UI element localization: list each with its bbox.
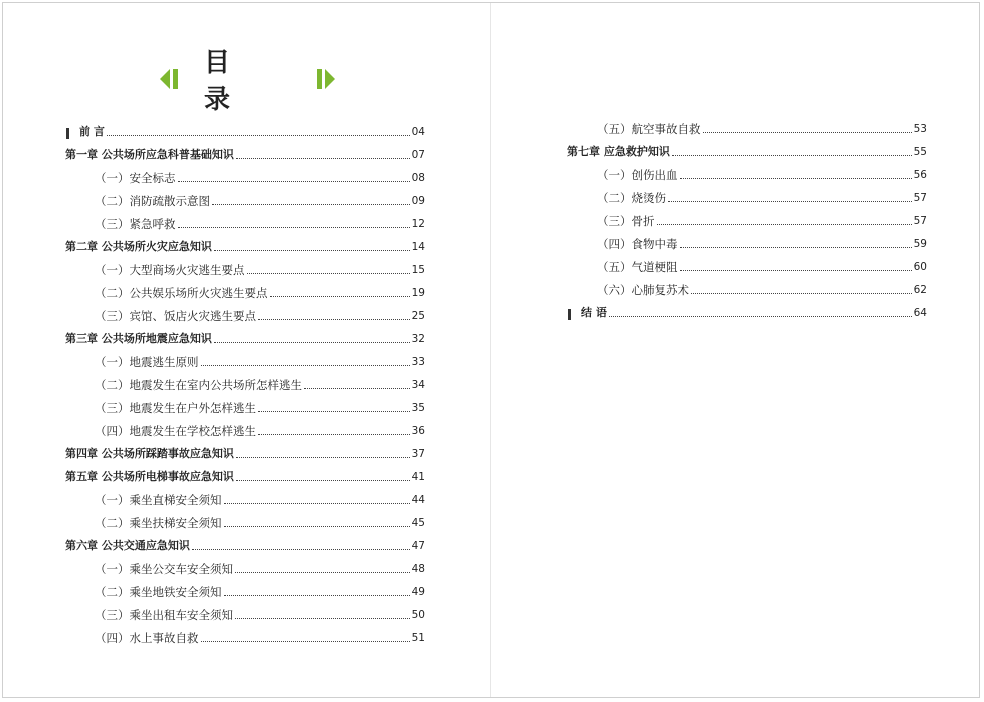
toc-entry-page-number: 35 — [411, 402, 425, 414]
toc-entry-page-number: 47 — [411, 540, 425, 552]
dot-leader — [214, 249, 410, 251]
toc-entry-label: 结 语 — [581, 306, 607, 319]
dot-leader — [680, 177, 912, 179]
toc-entry-page-number: 62 — [913, 284, 927, 296]
toc-entry-label: （二）乘坐扶梯安全须知 — [95, 516, 222, 530]
toc-entry[interactable] — [65, 167, 425, 185]
toc-entry[interactable] — [567, 302, 927, 320]
toc-entry-page-number: 60 — [913, 261, 927, 273]
toc-entry[interactable] — [65, 305, 425, 323]
toc-entry-page-number: 25 — [411, 310, 425, 322]
page-title: 目 录 — [204, 48, 257, 115]
toc-entry-label: 第六章 公共交通应急知识 — [65, 539, 190, 552]
book-spine — [490, 3, 491, 697]
toc-entry-page-number: 36 — [411, 425, 425, 437]
toc-entry-page-number: 64 — [913, 307, 927, 319]
toc-entry[interactable] — [65, 144, 425, 162]
dot-leader — [236, 479, 410, 481]
toc-entry-label: （一）大型商场火灾逃生要点 — [95, 263, 245, 277]
dot-leader — [270, 295, 410, 297]
dot-leader — [178, 180, 410, 182]
toc-entry-page-number: 08 — [411, 172, 425, 184]
toc-entry[interactable] — [65, 489, 425, 507]
toc-entry-page-number: 33 — [411, 356, 425, 368]
toc-entry-page-number: 19 — [411, 287, 425, 299]
toc-entry-label: 第四章 公共场所踩踏事故应急知识 — [65, 447, 234, 460]
toc-entry[interactable] — [567, 233, 927, 251]
toc-entry[interactable] — [65, 190, 425, 208]
toc-entry-page-number: 12 — [411, 218, 425, 230]
toc-entry[interactable] — [567, 164, 927, 182]
toc-entry-page-number: 04 — [411, 126, 425, 138]
dot-leader — [258, 433, 410, 435]
dot-leader — [214, 341, 410, 343]
toc-entry-label: （五）航空事故自救 — [597, 122, 701, 136]
dot-leader — [107, 134, 410, 136]
toc-entry-page-number: 44 — [411, 494, 425, 506]
toc-entry-label: （二）消防疏散示意图 — [95, 194, 210, 208]
toc-entry-page-number: 53 — [913, 123, 927, 135]
toc-entry-page-number: 41 — [411, 471, 425, 483]
dot-leader — [703, 131, 912, 133]
dot-leader — [212, 203, 410, 205]
toc-entry-page-number: 34 — [411, 379, 425, 391]
toc-entry[interactable] — [65, 627, 425, 645]
toc-entry-label: （一）乘坐直梯安全须知 — [95, 493, 222, 507]
toc-entry-label: （一）安全标志 — [95, 171, 176, 185]
toc-entry[interactable] — [65, 512, 425, 530]
toc-entry-label: （一）地震逃生原则 — [95, 355, 199, 369]
dot-leader — [258, 410, 410, 412]
dot-leader — [224, 502, 410, 504]
dot-leader — [236, 157, 410, 159]
dot-leader — [236, 456, 410, 458]
toc-entry-label: （六）心肺复苏术 — [597, 283, 689, 297]
dot-leader — [680, 269, 912, 271]
toc-entry[interactable] — [65, 351, 425, 369]
toc-entry[interactable] — [65, 328, 425, 346]
toc-entry-page-number: 09 — [411, 195, 425, 207]
toc-entry[interactable] — [65, 558, 425, 576]
toc-entry[interactable] — [65, 535, 425, 553]
toc-entry-page-number: 55 — [913, 146, 927, 158]
dot-leader — [668, 200, 912, 202]
toc-entry-label: （三）紧急呼救 — [95, 217, 176, 231]
toc-entry-label: （三）宾馆、饭店火灾逃生要点 — [95, 309, 256, 323]
dot-leader — [680, 246, 912, 248]
toc-entry[interactable] — [65, 443, 425, 461]
toc-entry-label: （一）乘坐公交车安全须知 — [95, 562, 233, 576]
toc-entry[interactable] — [567, 256, 927, 274]
toc-entry-label: 第三章 公共场所地震应急知识 — [65, 332, 212, 345]
toc-entry-label: （三）乘坐出租车安全须知 — [95, 608, 233, 622]
toc-entry-page-number: 59 — [913, 238, 927, 250]
toc-entry[interactable] — [567, 210, 927, 228]
toc-entry-page-number: 56 — [913, 169, 927, 181]
entry-marker-icon — [568, 309, 571, 320]
toc-entry-label: （二）乘坐地铁安全须知 — [95, 585, 222, 599]
right-arrow-decoration-icon — [317, 69, 335, 89]
dot-leader — [201, 364, 410, 366]
toc-entry-label: 前 言 — [79, 125, 105, 138]
toc-entry-label: （四）地震发生在学校怎样逃生 — [95, 424, 256, 438]
dot-leader — [235, 571, 410, 573]
dot-leader — [178, 226, 410, 228]
toc-entry-label: （三）骨折 — [597, 214, 655, 228]
toc-entry[interactable] — [65, 420, 425, 438]
toc-entry-label: 第一章 公共场所应急科普基础知识 — [65, 148, 234, 161]
dot-leader — [201, 640, 410, 642]
toc-entry-label: （四）食物中毒 — [597, 237, 678, 251]
toc-title-block — [160, 48, 335, 115]
toc-entry-page-number: 45 — [411, 517, 425, 529]
dot-leader — [304, 387, 410, 389]
toc-entry-page-number: 50 — [411, 609, 425, 621]
toc-entry-label: 第七章 应急救护知识 — [567, 145, 670, 158]
toc-entry-page-number: 32 — [411, 333, 425, 345]
toc-entry[interactable] — [65, 213, 425, 231]
toc-entry-label: （三）地震发生在户外怎样逃生 — [95, 401, 256, 415]
toc-entry[interactable] — [567, 141, 927, 159]
dot-leader — [247, 272, 410, 274]
toc-entry-label: （二）公共娱乐场所火灾逃生要点 — [95, 286, 268, 300]
left-arrow-decoration-icon — [160, 69, 178, 89]
toc-entry[interactable] — [567, 118, 927, 136]
toc-entry[interactable] — [65, 121, 425, 139]
dot-leader — [224, 525, 410, 527]
dot-leader — [691, 292, 912, 294]
toc-entry-label: （二）地震发生在室内公共场所怎样逃生 — [95, 378, 302, 392]
toc-entry[interactable] — [65, 581, 425, 599]
toc-entry-page-number: 15 — [411, 264, 425, 276]
toc-entry[interactable] — [65, 397, 425, 415]
toc-entry-page-number: 14 — [411, 241, 425, 253]
toc-entry[interactable] — [65, 259, 425, 277]
toc-entry-label: （一）创伤出血 — [597, 168, 678, 182]
toc-entry-label: （二）烧烫伤 — [597, 191, 666, 205]
toc-entry[interactable] — [65, 374, 425, 392]
dot-leader — [224, 594, 410, 596]
toc-entry[interactable] — [567, 279, 927, 297]
toc-entry-page-number: 51 — [411, 632, 425, 644]
toc-entry-page-number: 57 — [913, 192, 927, 204]
toc-entry-page-number: 07 — [411, 149, 425, 161]
dot-leader — [657, 223, 912, 225]
toc-entry-label: 第五章 公共场所电梯事故应急知识 — [65, 470, 234, 483]
toc-entry-page-number: 49 — [411, 586, 425, 598]
toc-entry[interactable] — [65, 282, 425, 300]
dot-leader — [235, 617, 410, 619]
toc-entry[interactable] — [65, 236, 425, 254]
toc-entry-page-number: 37 — [411, 448, 425, 460]
toc-entry-label: （五）气道梗阻 — [597, 260, 678, 274]
dot-leader — [672, 154, 912, 156]
toc-entry[interactable] — [65, 604, 425, 622]
toc-entry-page-number: 57 — [913, 215, 927, 227]
toc-entry-label: （四）水上事故自救 — [95, 631, 199, 645]
dot-leader — [258, 318, 410, 320]
dot-leader — [609, 315, 912, 317]
toc-entry-label: 第二章 公共场所火灾应急知识 — [65, 240, 212, 253]
toc-entry-page-number: 48 — [411, 563, 425, 575]
toc-entry[interactable] — [65, 466, 425, 484]
dot-leader — [192, 548, 410, 550]
toc-entry[interactable] — [567, 187, 927, 205]
entry-marker-icon — [66, 128, 69, 139]
